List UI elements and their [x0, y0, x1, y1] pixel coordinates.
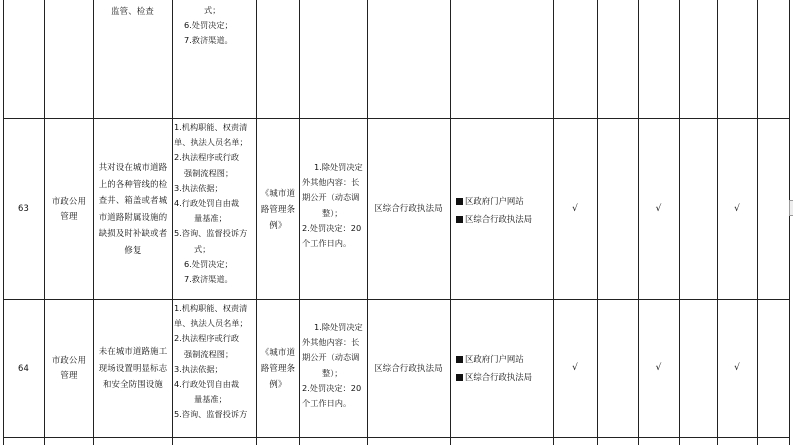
- department-text: 区综合行政执法局: [374, 203, 443, 213]
- col-border: [597, 0, 598, 445]
- subject-text: 监管、检查: [111, 5, 154, 16]
- check-mark: [717, 299, 757, 437]
- check-mark: [553, 299, 597, 437]
- department-cell: [367, 118, 450, 299]
- col-border: [450, 0, 451, 445]
- procedure-cell: [182, 0, 256, 118]
- channel-line: [456, 192, 552, 210]
- procedure-cell: [172, 301, 256, 437]
- channel-text: 区综合行政执法局: [465, 214, 532, 224]
- channel-line: [456, 368, 552, 386]
- square-bullet-icon: [456, 356, 463, 363]
- content-line: 整）；: [322, 207, 343, 218]
- subject-text: 共对设在城市道路上的各种管线的检查井、箱盖或者城市道路附属设施的缺损及时补缺或者修复: [98, 162, 168, 255]
- check-mark: [553, 118, 597, 299]
- check-mark-text: √: [655, 203, 662, 214]
- content-line: 整）；: [322, 367, 343, 378]
- check-mark-text: √: [572, 363, 578, 373]
- procedure-line: 7.救济渠道。: [184, 274, 233, 285]
- basis-cell: [259, 118, 297, 299]
- procedure-line: 单、执法人员名单；: [174, 318, 248, 329]
- basis-cell: [259, 299, 297, 437]
- procedure-line: 2.执法程序或行政: [174, 333, 240, 344]
- procedure-cell: [172, 120, 256, 298]
- procedure-line: 7.救济渠道。: [184, 35, 233, 46]
- channel-line: [456, 350, 552, 368]
- content-line: 期公开（动态调: [302, 192, 360, 203]
- procedure-line: 量基准；: [194, 394, 227, 405]
- subject-cell: [97, 299, 169, 437]
- check-mark-text: √: [734, 363, 740, 373]
- subject-text: 未在城市道路施工现场设置明显标志和安全防围设施: [98, 346, 168, 390]
- procedure-line: 4.行政处罚自由裁: [174, 198, 240, 209]
- category-cell: [48, 118, 90, 299]
- subject-cell: [97, 118, 169, 299]
- procedure-line: 式；: [194, 243, 211, 254]
- content-line: 外其他内容：长: [302, 177, 360, 188]
- subject-cell: [93, 0, 172, 22]
- row-number: [3, 118, 44, 299]
- check-mark: [638, 118, 679, 299]
- channel-cell: [456, 192, 552, 232]
- check-mark-text: √: [734, 203, 740, 214]
- procedure-line: 3.执法依据；: [174, 182, 223, 193]
- col-border: [44, 0, 45, 445]
- content-line: 个工作日内。: [302, 238, 352, 249]
- channel-text: 区政府门户网站: [465, 354, 524, 364]
- basis-text: 《城市道路管理条例》: [260, 187, 296, 230]
- check-mark-text: √: [655, 363, 662, 373]
- row-border: [3, 437, 790, 438]
- check-mark: [638, 299, 679, 437]
- square-bullet-icon: [456, 198, 463, 205]
- category-cell: [48, 299, 90, 437]
- procedure-line: 3.执法依据；: [174, 363, 223, 374]
- content-line: 2.处罚决定：20: [302, 382, 362, 393]
- col-border: [256, 0, 257, 445]
- content-line: 1.除处罚决定: [314, 162, 363, 172]
- col-border: [789, 0, 790, 445]
- channel-text: 区政府门户网站: [465, 196, 524, 206]
- check-mark-text: √: [572, 203, 578, 214]
- check-mark: [717, 118, 757, 299]
- channel-line: [456, 210, 552, 228]
- row-number-text: 63: [17, 203, 30, 213]
- procedure-line: 5.咨询、监督投诉方: [174, 228, 248, 239]
- procedure-line: 4.行政处罚自由裁: [174, 379, 240, 390]
- procedure-line: 单、执法人员名单；: [174, 137, 248, 148]
- procedure-line: 强制流程图；: [184, 167, 234, 178]
- category-text: 市政公用管理: [51, 355, 87, 380]
- channel-text: 区综合行政执法局: [465, 372, 532, 382]
- procedure-line: 量基准；: [194, 213, 227, 224]
- procedure-line: 2.执法程序或行政: [174, 152, 240, 163]
- square-bullet-icon: [456, 374, 463, 381]
- col-border: [757, 0, 758, 445]
- content-line: 外其他内容：长: [302, 337, 360, 348]
- content-cell: [300, 320, 367, 420]
- procedure-line: 1.机构职能、权责清: [174, 122, 248, 132]
- col-border: [93, 0, 94, 445]
- content-cell: [300, 160, 367, 260]
- department-cell: [367, 299, 450, 437]
- procedure-line: 5.咨询、监督投诉方: [174, 409, 248, 420]
- content-line: 1.除处罚决定: [314, 322, 363, 332]
- procedure-line: 6.处罚决定；: [184, 258, 233, 269]
- basis-text: 《城市道路管理条例》: [260, 347, 296, 389]
- row-number-text: 64: [17, 362, 30, 373]
- procedure-line: 强制流程图；: [184, 348, 234, 359]
- square-bullet-icon: [456, 216, 463, 223]
- edge-marker: [789, 200, 793, 216]
- row-number: [3, 299, 44, 437]
- category-text: 市政公用管理: [51, 195, 87, 221]
- content-line: 2.处罚决定：20: [302, 222, 362, 233]
- procedure-line: 1.机构职能、权责清: [174, 303, 248, 313]
- procedure-line: 式；: [204, 5, 221, 15]
- channel-cell: [456, 350, 552, 390]
- content-line: 个工作日内。: [302, 398, 352, 409]
- department-text: 区综合行政执法局: [374, 362, 443, 373]
- col-border: [679, 0, 680, 445]
- procedure-line: 6.处罚决定；: [184, 20, 233, 31]
- content-line: 期公开（动态调: [302, 352, 360, 363]
